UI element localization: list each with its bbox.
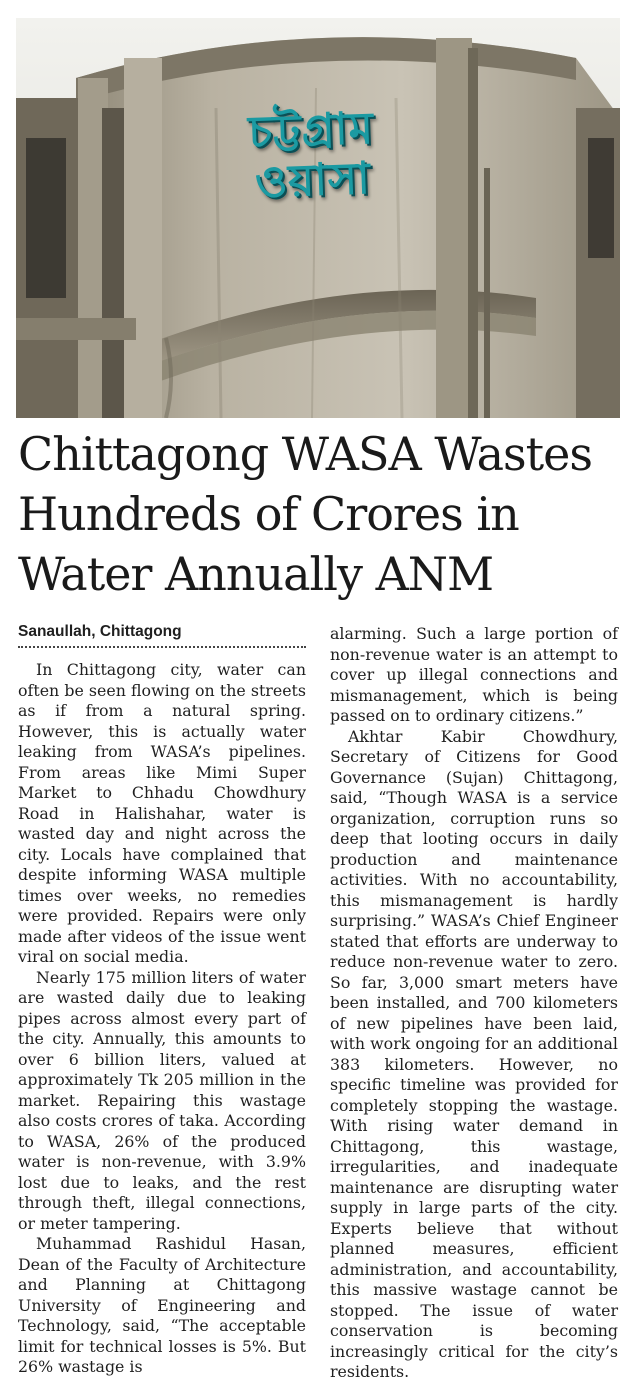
paragraph-1: In Chittagong city, water can often be seen flowing on the streets as if from a natural spring. However, this is actually water leaking from WASA’s pipelines. From areas like Mimi Super Market to Chhadu Chowdhury Road in Halishahar, water is wasted day and night across the city. Locals have complained that despite informing WASA multiple times over weeks, no remedies were provided. Repairs were only made after videos of the issue went viral on social media. [18, 660, 306, 966]
paragraph-2: Nearly 175 million liters of water are wasted daily due to leaking pipes across almost every part of the city. Annually, this amounts to over 6 billion liters, valued at approximately Tk 205 million in the market. Repairing this wastage also costs crores of taka. According to WASA, 26% of the produced water is non-revenue, with 3.9% lost due to leaks, and the rest through theft, illegal connections, or meter tampering. [18, 967, 306, 1233]
building-sign [210, 103, 413, 210]
byline: Sanaullah, Chittagong [18, 622, 306, 648]
headline-line-2: Hundreds of Crores in [18, 487, 519, 541]
paragraph-3-continued: alarming. Such a large portion of non-revenue water is an attempt to cover up illegal connections and mismanagement, which is being passed on to ordinary citizens.” [330, 624, 618, 725]
article-column-right [330, 624, 618, 1383]
headline-line-1: Chittagong WASA Wastes [18, 427, 592, 481]
sign-line-1: চট্টগ্রাম [247, 102, 375, 159]
headline [18, 424, 618, 604]
paragraph-4: Akhtar Kabir Chowdhury, Secretary of Citizens for Good Governance (Sujan) Chittagong, said, “Though WASA is a service organization, corruption runs so deep that looting occurs in daily production and maintenance activities. With no accountability, this mismanagement is hardly surprising.” WASA’s Chief Engineer stated that efforts are underway to reduce non-revenue water to zero. So far, 3,000 smart meters have been installed, and 700 kilometers of new pipelines have been laid, with work ongoing for an additional 383 kilometers. However, no specific timeline was provided for completely stopping the wastage. With rising water demand in Chittagong, this wastage, irregularities, and inadequate maintenance are disrupting water supply in large parts of the city. Experts believe that without planned measures, efficient administration, and accountability, this massive wastage cannot be stopped. The issue of water conservation is becoming increasingly critical for the city’s residents. [330, 726, 618, 1381]
paragraph-3: Muhammad Rashidul Hasan, Dean of the Faculty of Architecture and Planning at Chittagong University of Engineering and Technology, said, “The acceptable limit for technical losses is 5%. But 26% wastage is [18, 1234, 306, 1376]
article-column-left [18, 622, 306, 1378]
article-photo [16, 18, 620, 418]
sign-line-2: ওয়াসা [254, 152, 372, 208]
building-illustration [16, 18, 620, 418]
headline-line-3: Water Annually ANM [18, 547, 494, 601]
